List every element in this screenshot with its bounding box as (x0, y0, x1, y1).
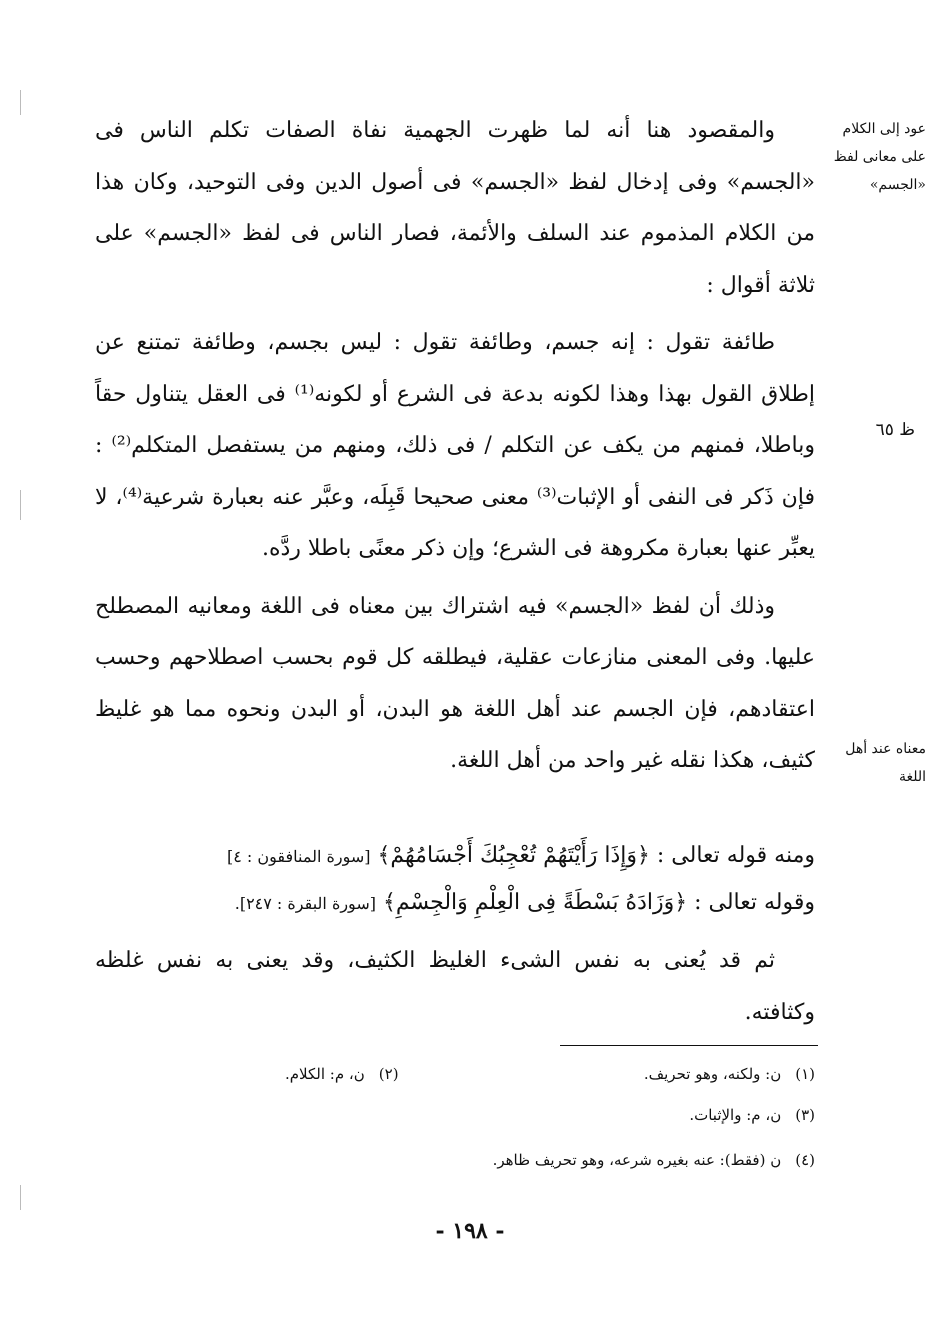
quote-reference: [سورة البقرة : ٢٤٧]. (234, 894, 376, 913)
quran-quote (95, 833, 815, 880)
scan-artifact (20, 1185, 21, 1210)
paragraph: والمقصود هنا أنه لما ظهرت الجهمية نفاة الصفات تكلم الناس فى «الجسم» وفى إدخال لفظ «الجسم» فى أصول الدين وفى التوحيد، وكان هذا من الكلام المذموم عند السلف والأئمة، فصار الناس فى لفظ «الجسم» على ثلاثة أقوال : (95, 118, 815, 298)
margin-note: معناه عند أهل اللغة (845, 741, 926, 785)
footnote-number: (٣) (795, 1106, 815, 1124)
footnote (689, 1103, 815, 1127)
paragraph: طائفة تقول : إنه جسم، وطائفة تقول : ليس بجسم، وطائفة تمتنع عن إطلاق القول بهذا وهذا لكونه بدعة فى الشرع أو لكونه⁽¹⁾ فى العقل يتناول حقاً وباطلا، فمنهم من يكف عن التكلم / فى ذلك، ومنهم من يستفصل المتكلم⁽²⁾ : فإن ذَكر فى النفى أو الإثبات⁽³⁾ معنى صحيحا قَبِلَه، وعبَّر عنه بعبارة شرعية⁽⁴⁾، لا يعبِّر عنها بعبارة مكروهة فى الشرع؛ وإن ذكر معنًى باطلا ردَّه. (95, 330, 816, 561)
margin-note: عود إلى الكلام على معانى لفظ «الجسم» (833, 121, 926, 193)
body-text (95, 935, 815, 1038)
quran-quote (95, 880, 815, 927)
footnote-text: ن، م: الكلام. (285, 1065, 365, 1083)
quote-text: ومنه قوله تعالى : ﴿وَإِذَا رَأَيْتَهُمْ تُعْجِبُكَ أَجْسَامُهُمْ﴾ (377, 843, 815, 868)
footnote-separator (560, 1045, 818, 1046)
footnote-text: ن، م: والإثبات. (689, 1106, 782, 1124)
footnote (644, 1062, 815, 1086)
page-number: - ١٩٨ - (435, 1218, 505, 1244)
quote-text: وقوله تعالى : ﴿وَزَادَهُ بَسْطَةً فِى الْعِلْمِ وَالْجِسْمِ﴾ (382, 890, 815, 915)
paragraph: ثم قد يُعنى به نفس الشىء الغليظ الكثيف، وقد يعنى به نفس غلظه وكثافته. (95, 948, 815, 1025)
footnote (285, 1062, 399, 1086)
footnote-number: (٢) (378, 1065, 399, 1083)
quote-reference: [سورة المنافقون : ٤] (226, 847, 371, 866)
footnote-number: (١) (795, 1065, 815, 1083)
scan-artifact (20, 90, 21, 115)
footnote-text: ن: ولكنه، وهو تحريف. (643, 1065, 782, 1083)
folio-marker: ظ ٦٥ (875, 420, 915, 440)
paragraph: وذلك أن لفظ «الجسم» فيه اشتراك بين معناه فى اللغة ومعانيه المصطلح عليها. وفى المعنى منازعات عقلية، فيطلقه كل قوم بحسب اصطلاحهم وحسب اعتقادهم، فإن الجسم عند أهل اللغة هو البدن، أو البدن ونحوه مما هو غليظ كثيف، هكذا نقله غير واحد من أهل اللغة. (95, 593, 815, 773)
footnote-text: ن (فقط): عنه بغيره شرعه، وهو تحريف ظاهر. (492, 1151, 782, 1169)
footnote-number: (٤) (795, 1151, 815, 1169)
scan-artifact (20, 490, 21, 520)
body-text (95, 105, 815, 787)
footnote (493, 1148, 815, 1172)
